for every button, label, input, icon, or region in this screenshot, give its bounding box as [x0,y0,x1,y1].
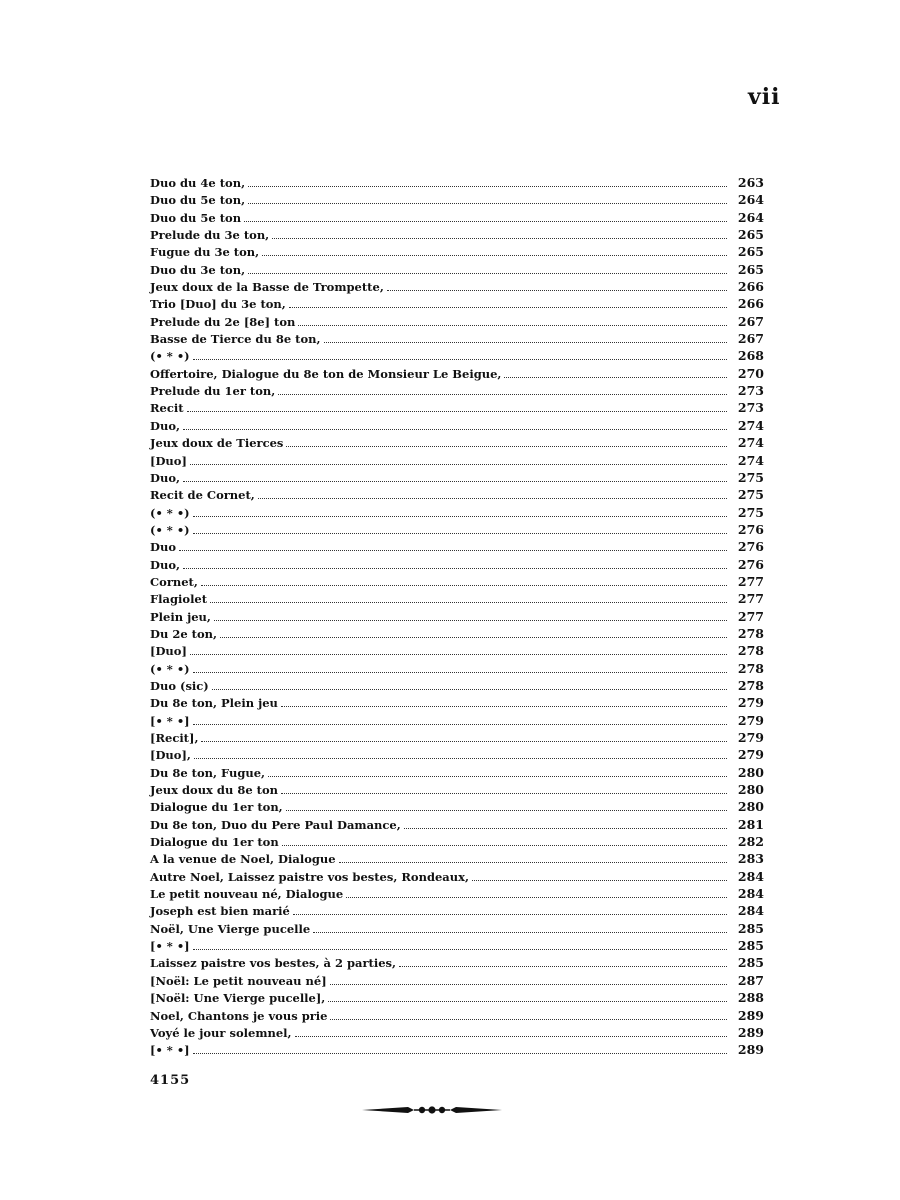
toc-entry-title: [Duo], [150,748,191,763]
toc-dot-leader [387,290,727,291]
toc-entry [150,504,764,521]
toc-entry-page: 283 [737,851,764,867]
toc-entry [150,608,764,625]
toc-entry [150,278,764,295]
toc-entry-title: Prelude du 1er ton, [150,384,276,399]
toc-entry-page: 273 [737,400,764,416]
toc-entry-page: 282 [737,834,764,850]
toc-dot-leader [194,758,727,759]
toc-entry-title: Le petit nouveau né, Dialogue [150,887,344,902]
toc-entry [150,556,764,573]
toc-entry [150,434,764,451]
toc-dot-leader [313,932,727,933]
toc-entry-page: 267 [737,313,764,329]
toc-entry [150,625,764,642]
toc-dot-leader [179,550,727,551]
toc-dot-leader [281,793,727,794]
toc-entry-page: 278 [737,677,764,693]
toc-entry-title: Dialogue du 1er ton [150,835,279,850]
toc-entry [150,781,764,798]
toc-entry-page: 275 [737,469,764,485]
toc-entry-title: Du 8e ton, Plein jeu [150,696,278,711]
toc-entry [150,295,764,312]
toc-entry-title: Duo du 5e ton, [150,193,246,208]
toc-dot-leader [258,498,727,499]
toc-entry [150,417,764,434]
toc-entry [150,452,764,469]
toc-entry-page: 278 [737,625,764,641]
toc-entry-title: Dialogue du 1er ton, [150,800,283,815]
toc-entry [150,382,764,399]
toc-entry-page: 268 [737,348,764,364]
plate-number: 4155 [150,1073,191,1088]
toc-dot-leader [293,914,727,915]
ornament-left-arm [362,1107,414,1113]
toc-dot-leader [248,203,727,204]
toc-dot-leader [248,186,727,187]
toc-dot-leader [193,516,727,517]
toc-entry [150,399,764,416]
toc-entry-page: 284 [737,886,764,902]
toc-dot-leader [346,897,727,898]
toc-dot-leader [212,689,727,690]
toc-entry [150,1024,764,1041]
toc-entry [150,365,764,382]
toc-entry [150,677,764,694]
toc-entry-page: 280 [737,799,764,815]
toc-entry-title: Recit [150,401,184,416]
toc-entry [150,729,764,746]
toc-dot-leader [339,862,727,863]
toc-entry-title: Prelude du 3e ton, [150,228,270,243]
toc-dot-leader [298,325,727,326]
toc-dot-leader [193,949,727,950]
toc-entry [150,989,764,1006]
toc-entry-title: Jeux doux de Tierces [150,436,284,451]
toc-entry-title: Duo, [150,557,181,572]
toc-entry-title: Jeux doux de la Basse de Trompette, [150,280,384,295]
toc-entry [150,330,764,347]
toc-entry-title: Duo, [150,470,181,485]
toc-entry-title: Plein jeu, [150,609,211,624]
toc-entry-title: Du 8e ton, Duo du Pere Paul Damance, [150,817,401,832]
toc-entry-title: (• * •) [150,349,190,364]
toc-entry [150,850,764,867]
toc-entry-title: (• * •) [150,505,190,520]
toc-entry [150,885,764,902]
toc-dot-leader [328,1001,727,1002]
toc-dot-leader [330,984,727,985]
ornament-divider [362,1100,502,1120]
toc-entry-page: 266 [737,296,764,312]
toc-entry-page: 289 [737,1042,764,1058]
toc-dot-leader [289,307,727,308]
toc-entry-page: 266 [737,279,764,295]
toc-entry [150,798,764,815]
toc-entry-title: Laissez paistre vos bestes, à 2 parties, [150,956,396,971]
toc-entry [150,954,764,971]
toc-entry [150,937,764,954]
toc-entry [150,347,764,364]
toc-entry-page: 265 [737,227,764,243]
toc-entry [150,590,764,607]
toc-entry-title: [Noël: Une Vierge pucelle], [150,991,326,1006]
toc-entry [150,261,764,278]
toc-entry-page: 284 [737,903,764,919]
toc-entry-title: Prelude du 2e [8e] ton [150,314,296,329]
toc-dot-leader [193,1053,727,1054]
toc-entry-title: [Recit], [150,731,199,745]
toc-entry [150,226,764,243]
toc-dot-leader [330,1019,727,1020]
toc-dot-leader [183,481,727,482]
toc-dot-leader [193,724,727,725]
toc-entry-page: 265 [737,244,764,260]
toc-entry-title: Duo du 4e ton, [150,176,246,190]
toc-entry-page: 273 [737,383,764,399]
toc-dot-leader [220,637,727,638]
toc-entry-page: 276 [737,556,764,572]
toc-entry-title: [Duo] [150,644,187,659]
toc-entry-page: 276 [737,539,764,555]
toc-entry [150,660,764,677]
toc-entry-page: 278 [737,660,764,676]
toc-entry-title: Du 2e ton, [150,626,218,641]
toc-entry-title: Duo, [150,418,181,433]
toc-entry [150,469,764,486]
toc-entry-title: (• * •) [150,661,190,676]
table-of-contents [150,174,764,1059]
toc-entry [150,1007,764,1024]
toc-dot-leader [504,377,727,378]
toc-entry-page: 279 [737,747,764,763]
toc-entry [150,902,764,919]
toc-dot-leader [281,706,727,707]
toc-dot-leader [183,429,727,430]
toc-dot-leader [262,255,727,256]
toc-entry-page: 289 [737,1007,764,1023]
toc-entry-title: Noël, Une Vierge pucelle [150,921,311,936]
toc-entry-page: 277 [737,608,764,624]
toc-entry [150,816,764,833]
toc-entry [150,972,764,989]
toc-entry-title: Trio [Duo] du 3e ton, [150,297,286,312]
toc-entry-page: 274 [737,452,764,468]
toc-entry-title: Basse de Tierce du 8e ton, [150,332,321,347]
toc-entry-title: Fugue du 3e ton, [150,245,260,260]
toc-entry-page: 281 [737,816,764,832]
toc-entry-title: Du 8e ton, Fugue, [150,765,266,780]
ornament-right-arm [450,1107,502,1113]
toc-entry-title: [Duo] [150,453,187,468]
toc-entry-title: Autre Noel, Laissez paistre vos bestes, Rondeaux, [150,869,469,884]
toc-dot-leader [272,238,727,239]
toc-entry-page: 279 [737,695,764,711]
toc-entry [150,521,764,538]
toc-entry-title: Recit de Cornet, [150,488,255,503]
toc-entry [150,209,764,226]
toc-entry-page: 270 [737,365,764,381]
toc-entry [150,920,764,937]
toc-dot-leader [201,741,727,742]
toc-dot-leader [295,1036,727,1037]
toc-entry-page: 275 [737,504,764,520]
toc-entry-page: 274 [737,417,764,433]
page-number: vii [748,84,781,110]
toc-entry-title: Voyé le jour solemnel, [150,1025,292,1040]
toc-entry-title: Duo du 3e ton, [150,262,246,277]
toc-entry-page: 285 [737,920,764,936]
toc-entry-page: 284 [737,868,764,884]
toc-dot-leader [214,620,727,621]
toc-dot-leader [210,602,727,603]
toc-entry-page: 265 [737,261,764,277]
toc-dot-leader [187,411,727,412]
toc-dot-leader [472,880,727,881]
toc-entry-page: 285 [737,938,764,954]
toc-dot-leader [399,966,727,967]
toc-dot-leader [282,845,727,846]
toc-dot-leader [248,273,727,274]
toc-dot-leader [286,446,727,447]
toc-entry-page: 267 [737,331,764,347]
toc-entry-page: 278 [737,643,764,659]
toc-dot-leader [244,221,727,222]
toc-dot-leader [193,533,727,534]
toc-entry-title: Duo du 5e ton [150,210,242,225]
toc-entry-page: 285 [737,955,764,971]
toc-entry-page: 280 [737,764,764,780]
toc-dot-leader [190,654,727,655]
toc-entry-page: 264 [737,209,764,225]
toc-entry [150,538,764,555]
toc-entry-title: Cornet, [150,574,198,589]
toc-entry [150,573,764,590]
toc-entry-title: Offertoire, Dialogue du 8e ton de Monsieur Le Beigue, [150,366,502,381]
toc-entry-page: 288 [737,990,764,1006]
toc-entry-page: 275 [737,487,764,503]
toc-entry-title: Duo [150,540,177,555]
toc-entry-page: 277 [737,573,764,589]
toc-entry-title: [• * •] [150,713,190,728]
toc-entry [150,642,764,659]
toc-entry-title: Duo (sic) [150,678,209,693]
toc-entry-page: 277 [737,591,764,607]
toc-entry-title: Joseph est bien marié [150,904,290,919]
toc-entry-page: 264 [737,192,764,208]
toc-dot-leader [193,672,727,673]
toc-entry [150,1041,764,1058]
toc-entry [150,174,764,191]
toc-entry-page: 276 [737,521,764,537]
toc-entry-title: [• * •] [150,939,190,954]
toc-dot-leader [193,359,727,360]
toc-entry-page: 279 [737,730,764,745]
toc-entry-title: Jeux doux du 8e ton [150,783,278,798]
toc-entry-page: 280 [737,782,764,798]
toc-entry-title: A la venue de Noel, Dialogue [150,852,336,867]
toc-entry-page: 279 [737,712,764,728]
toc-entry [150,712,764,729]
toc-entry-title: Noel, Chantons je vous prie [150,1008,328,1023]
toc-entry [150,694,764,711]
toc-dot-leader [268,776,727,777]
toc-entry-page: 263 [737,175,764,190]
toc-dot-leader [190,464,727,465]
toc-entry [150,191,764,208]
toc-entry-page: 287 [737,972,764,988]
toc-entry-title: [• * •] [150,1043,190,1058]
toc-entry-page: 289 [737,1024,764,1040]
toc-entry-title: [Noël: Le petit nouveau né] [150,973,327,988]
toc-entry [150,486,764,503]
toc-entry-page: 274 [737,435,764,451]
toc-dot-leader [404,828,727,829]
toc-entry [150,764,764,781]
toc-dot-leader [286,810,727,811]
toc-entry [150,746,764,763]
toc-entry [150,868,764,885]
toc-dot-leader [183,568,727,569]
toc-entry [150,833,764,850]
toc-dot-leader [324,342,727,343]
toc-dot-leader [278,394,727,395]
toc-entry-title: Flagiolet [150,592,208,607]
toc-entry [150,313,764,330]
toc-dot-leader [201,585,727,586]
toc-entry [150,243,764,260]
toc-entry-title: (• * •) [150,522,190,537]
